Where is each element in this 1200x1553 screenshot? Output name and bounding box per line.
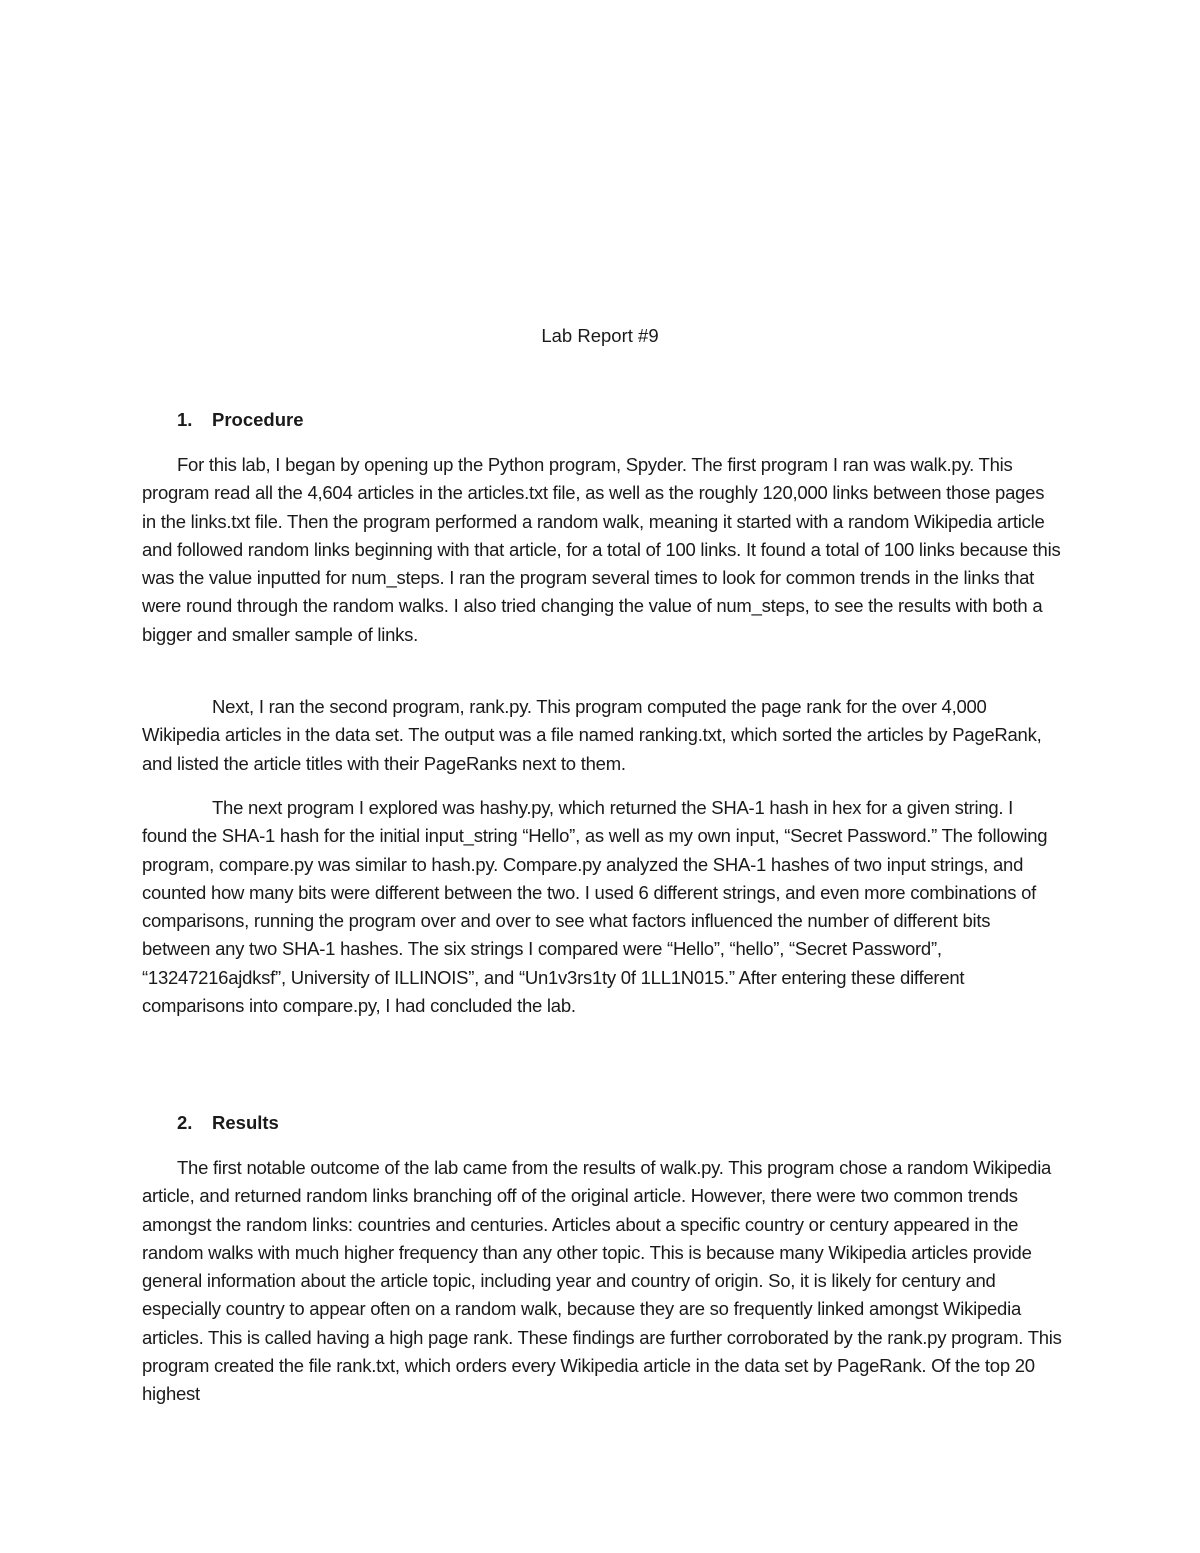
procedure-paragraph-3: The next program I explored was hashy.py, which returned the SHA-1 hash in hex for a given string. I found the SHA-1 hash for the initial input_string “Hello”, as well as my own input, “Secret Password.” The following program, compare.py was similar to hash.py. Compare.py analyzed the SHA-1 hashes of two input strings, and counted how many bits were different between the two. I used 6 different strings, and even more combinations of comparisons, running the program over and over to see what factors influenced the number of different bits between any two SHA-1 hashes. The six strings I compared were “Hello”, “hello”, “Secret Password”, “13247216ajdksf”, University of ILLINOIS”, and “Un1v3rs1ty 0f 1LL1N015.” After entering these different comparisons into compare.py, I had concluded the lab. — [142, 797, 1048, 1017]
section-heading-text: Results — [212, 1112, 279, 1133]
document-title: Lab Report #9 — [541, 325, 659, 346]
section-number: 1. — [177, 409, 193, 430]
section-heading-results — [177, 1109, 279, 1137]
section-heading-procedure — [177, 406, 304, 434]
section-heading-text: Procedure — [212, 409, 304, 430]
section-number: 2. — [177, 1112, 193, 1133]
results-paragraph-1: The first notable outcome of the lab came from the results of walk.py. This program chose a random Wikipedia article, and returned random links branching off of the original article. However, there were two common trends amongst the random links: countries and centuries. Articles about a specific country or century appeared in the random walks with much higher frequency than any other topic. This is because many Wikipedia articles provide general information about the article topic, including year and country of origin. So, it is likely for century and especially country to appear often on a random walk, because they are so frequently linked amongst Wikipedia articles. This is called having a high page rank. These findings are further corroborated by the rank.py program. This program created the file rank.txt, which orders every Wikipedia article in the data set by PageRank. Of the top 20 highest — [142, 1157, 1062, 1405]
procedure-paragraph-2: Next, I ran the second program, rank.py. This program computed the page rank for the over 4,000 Wikipedia articles in the data set. The output was a file named ranking.txt, which sorted the articles by PageRank, and listed the article titles with their PageRanks next to them. — [142, 696, 1042, 774]
procedure-paragraph-1: For this lab, I began by opening up the Python program, Spyder. The first program I ran was walk.py. This program read all the 4,604 articles in the articles.txt file, as well as the roughly 120,000 links between those pages in the links.txt file. Then the program performed a random walk, meaning it started with a random Wikipedia article and followed random links beginning with that article, for a total of 100 links. It found a total of 100 links because this was the value inputted for num_steps. I ran the program several times to look for common trends in the links that were round through the random walks. I also tried changing the value of num_steps, to see the results with both a bigger and smaller sample of links. — [142, 454, 1061, 645]
